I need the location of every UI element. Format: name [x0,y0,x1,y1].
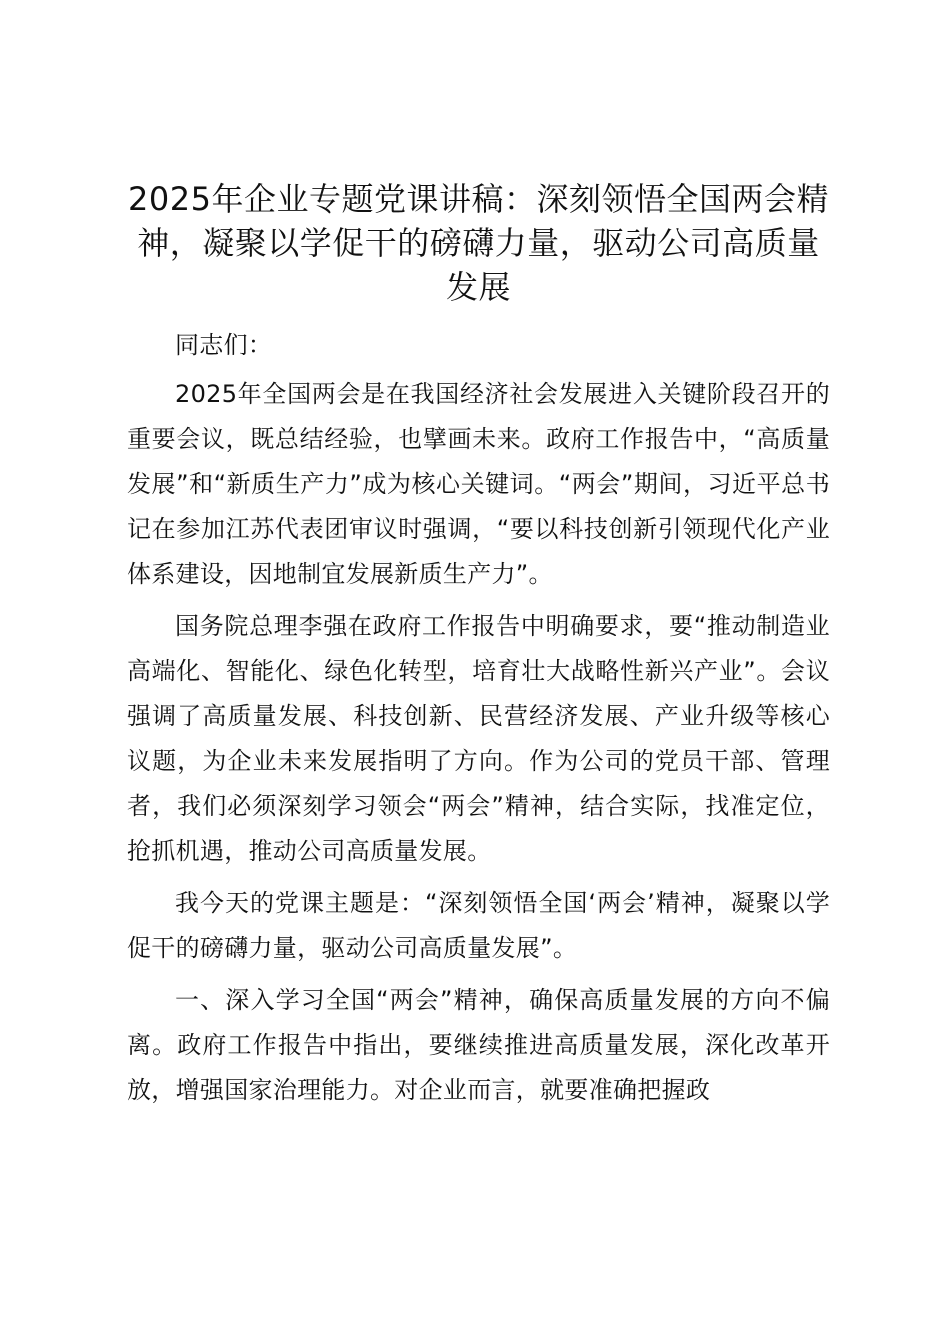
paragraph-4: 一、深入学习全国“两会”精神，确保高质量发展的方向不偏离。政府工作报告中指出，要继续推进高质量发展，深化改革开放，增强国家治理能力。对企业而言，就要准确把握政 [127,986,830,1104]
paragraph-3: 我今天的党课主题是：“深刻领悟全国‘两会’精神，凝聚以学促干的磅礴力量，驱动公司高质量发展”。 [127,889,830,962]
document-body [127,177,830,1113]
greeting-line: 同志们： [175,331,273,359]
paragraph-1: 2025年全国两会是在我国经济社会发展进入关键阶段召开的重要会议，既总结经验，也擘画未来。政府工作报告中，“高质量发展”和“新质生产力”成为核心关键词。“两会”期间，习近平总书记在参加江苏代表团审议时强调，“要以科技创新引领现代化产业体系建设，因地制宜发展新质生产力”。 [127,380,830,588]
document-title: 2025年企业专题党课讲稿：深刻领悟全国两会精神，凝聚以学促干的磅礴力量，驱动公司高质量发展 [128,180,829,306]
paragraph-2: 国务院总理李强在政府工作报告中明确要求，要“推动制造业高端化、智能化、绿色化转型，培育壮大战略性新兴产业”。会议强调了高质量发展、科技创新、民营经济发展、产业升级等核心议题，为企业未来发展指明了方向。作为公司的党员干部、管理者，我们必须深刻学习领会“两会”精神，结合实际，找准定位，抢抓机遇，推动公司高质量发展。 [127,612,830,865]
